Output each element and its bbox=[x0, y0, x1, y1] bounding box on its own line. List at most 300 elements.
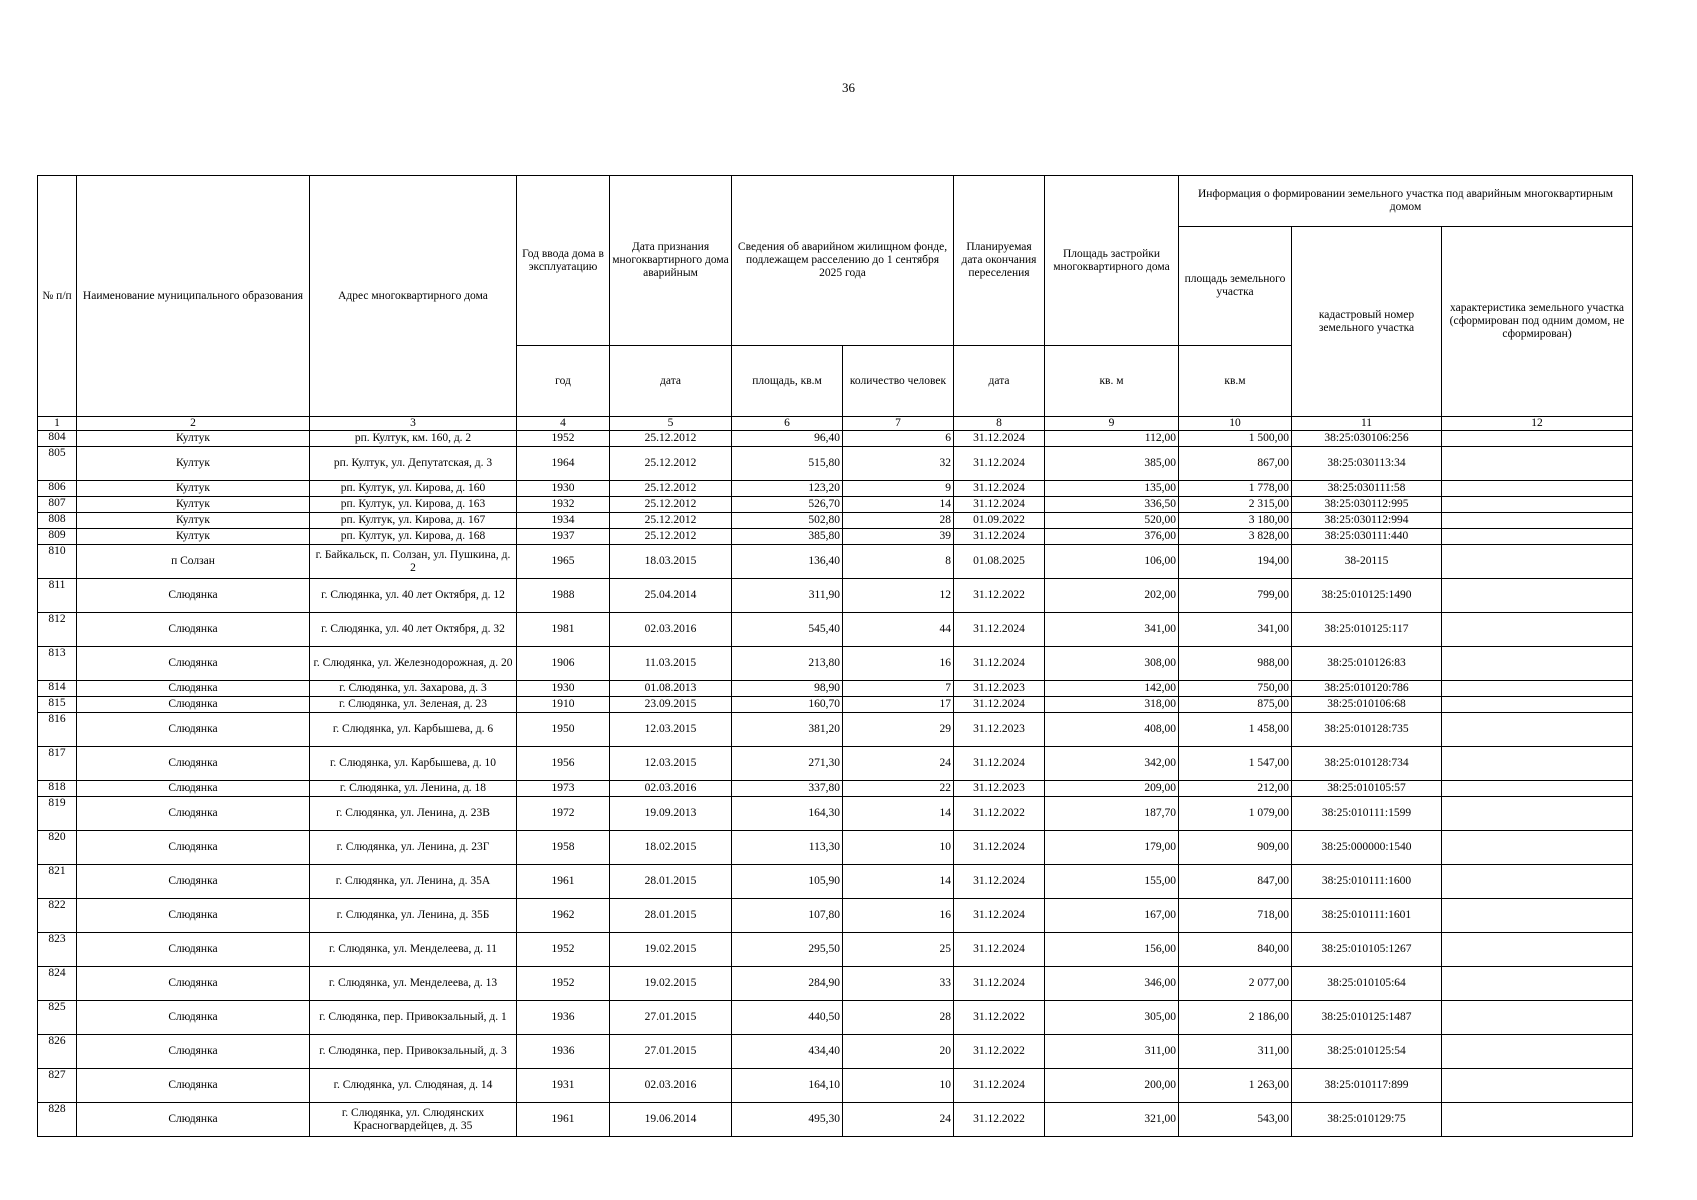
header-cadastral: кадастровый номер земельного участка bbox=[1292, 227, 1442, 417]
municipality-cell: Слюдянка bbox=[77, 647, 310, 681]
row-number: 818 bbox=[38, 781, 77, 797]
area-cell: 284,90 bbox=[732, 967, 843, 1001]
row-number: 820 bbox=[38, 831, 77, 865]
year-cell: 1930 bbox=[517, 681, 610, 697]
land-char-cell bbox=[1442, 647, 1633, 681]
page-number: 36 bbox=[842, 80, 855, 95]
date-recognized-cell: 25.12.2012 bbox=[610, 529, 732, 545]
land-area-cell: 1 263,00 bbox=[1179, 1069, 1292, 1103]
cadastral-cell: 38:25:010129:75 bbox=[1292, 1103, 1442, 1137]
land-area-cell: 3 828,00 bbox=[1179, 529, 1292, 545]
municipality-cell: Слюдянка bbox=[77, 1035, 310, 1069]
municipality-cell: Култук bbox=[77, 497, 310, 513]
address-cell: г. Слюдянка, ул. Менделеева, д. 13 bbox=[310, 967, 517, 1001]
people-cell: 8 bbox=[843, 545, 954, 579]
year-cell: 1931 bbox=[517, 1069, 610, 1103]
people-cell: 44 bbox=[843, 613, 954, 647]
people-cell: 32 bbox=[843, 447, 954, 481]
area-cell: 381,20 bbox=[732, 713, 843, 747]
area-cell: 160,70 bbox=[732, 697, 843, 713]
people-cell: 7 bbox=[843, 681, 954, 697]
unit-sqm: кв. м bbox=[1045, 346, 1179, 417]
area-cell: 105,90 bbox=[732, 865, 843, 899]
table-row bbox=[38, 967, 1633, 1001]
unit-people: количество человек bbox=[843, 346, 954, 417]
planned-date-cell: 01.08.2025 bbox=[954, 545, 1045, 579]
people-cell: 24 bbox=[843, 747, 954, 781]
land-area-cell: 718,00 bbox=[1179, 899, 1292, 933]
cadastral-cell: 38-20115 bbox=[1292, 545, 1442, 579]
planned-date-cell: 01.09.2022 bbox=[954, 513, 1045, 529]
people-cell: 39 bbox=[843, 529, 954, 545]
building-area-cell: 336,50 bbox=[1045, 497, 1179, 513]
address-cell: рп. Култук, ул. Кирова, д. 168 bbox=[310, 529, 517, 545]
row-number: 816 bbox=[38, 713, 77, 747]
cadastral-cell: 38:25:030111:440 bbox=[1292, 529, 1442, 545]
area-cell: 440,50 bbox=[732, 1001, 843, 1035]
people-cell: 22 bbox=[843, 781, 954, 797]
building-area-cell: 341,00 bbox=[1045, 613, 1179, 647]
cadastral-cell: 38:25:010105:1267 bbox=[1292, 933, 1442, 967]
land-char-cell bbox=[1442, 899, 1633, 933]
address-cell: г. Слюдянка, ул. Карбышева, д. 6 bbox=[310, 713, 517, 747]
table-row bbox=[38, 431, 1633, 447]
date-recognized-cell: 12.03.2015 bbox=[610, 713, 732, 747]
planned-date-cell: 31.12.2024 bbox=[954, 831, 1045, 865]
planned-date-cell: 31.12.2023 bbox=[954, 681, 1045, 697]
year-cell: 1964 bbox=[517, 447, 610, 481]
building-area-cell: 342,00 bbox=[1045, 747, 1179, 781]
table-row bbox=[38, 529, 1633, 545]
table-row bbox=[38, 831, 1633, 865]
people-cell: 14 bbox=[843, 865, 954, 899]
planned-date-cell: 31.12.2024 bbox=[954, 481, 1045, 497]
address-cell: г. Слюдянка, ул. Ленина, д. 35Б bbox=[310, 899, 517, 933]
date-recognized-cell: 01.08.2013 bbox=[610, 681, 732, 697]
date-recognized-cell: 19.02.2015 bbox=[610, 967, 732, 1001]
address-cell: рп. Култук, ул. Кирова, д. 160 bbox=[310, 481, 517, 497]
land-char-cell bbox=[1442, 613, 1633, 647]
table-row bbox=[38, 545, 1633, 579]
year-cell: 1932 bbox=[517, 497, 610, 513]
cadastral-cell: 38:25:000000:1540 bbox=[1292, 831, 1442, 865]
row-number: 819 bbox=[38, 797, 77, 831]
year-cell: 1973 bbox=[517, 781, 610, 797]
land-area-cell: 212,00 bbox=[1179, 781, 1292, 797]
land-char-cell bbox=[1442, 579, 1633, 613]
year-cell: 1936 bbox=[517, 1035, 610, 1069]
people-cell: 29 bbox=[843, 713, 954, 747]
land-char-cell bbox=[1442, 831, 1633, 865]
row-number: 808 bbox=[38, 513, 77, 529]
table-row bbox=[38, 697, 1633, 713]
land-area-cell: 847,00 bbox=[1179, 865, 1292, 899]
table-row bbox=[38, 613, 1633, 647]
building-area-cell: 305,00 bbox=[1045, 1001, 1179, 1035]
row-number: 826 bbox=[38, 1035, 77, 1069]
land-area-cell: 1 778,00 bbox=[1179, 481, 1292, 497]
planned-date-cell: 31.12.2023 bbox=[954, 713, 1045, 747]
year-cell: 1952 bbox=[517, 967, 610, 1001]
municipality-cell: Слюдянка bbox=[77, 933, 310, 967]
year-cell: 1962 bbox=[517, 899, 610, 933]
row-number: 823 bbox=[38, 933, 77, 967]
municipality-cell: Слюдянка bbox=[77, 967, 310, 1001]
row-number: 806 bbox=[38, 481, 77, 497]
municipality-cell: Култук bbox=[77, 529, 310, 545]
municipality-cell: Слюдянка bbox=[77, 1069, 310, 1103]
people-cell: 20 bbox=[843, 1035, 954, 1069]
address-cell: г. Байкальск, п. Солзан, ул. Пушкина, д. 2 bbox=[310, 545, 517, 579]
table-row bbox=[38, 1001, 1633, 1035]
land-area-cell: 988,00 bbox=[1179, 647, 1292, 681]
date-recognized-cell: 25.04.2014 bbox=[610, 579, 732, 613]
year-cell: 1956 bbox=[517, 747, 610, 781]
row-number: 815 bbox=[38, 697, 77, 713]
date-recognized-cell: 25.12.2012 bbox=[610, 513, 732, 529]
header-building-area: Площадь застройки многоквартирного дома bbox=[1045, 176, 1179, 346]
header-land-area: площадь земельного участка bbox=[1179, 227, 1292, 346]
cadastral-cell: 38:25:010111:1599 bbox=[1292, 797, 1442, 831]
table-row bbox=[38, 1103, 1633, 1137]
land-char-cell bbox=[1442, 497, 1633, 513]
table-row bbox=[38, 1035, 1633, 1069]
table-row bbox=[38, 497, 1633, 513]
column-numbers-row bbox=[38, 417, 1633, 431]
column-number: 12 bbox=[1442, 417, 1633, 431]
building-area-cell: 135,00 bbox=[1045, 481, 1179, 497]
municipality-cell: п Солзан bbox=[77, 545, 310, 579]
address-cell: г. Слюдянка, ул. Слюдяная, д. 14 bbox=[310, 1069, 517, 1103]
unit-date: дата bbox=[610, 346, 732, 417]
address-cell: г. Слюдянка, ул. Ленина, д. 23В bbox=[310, 797, 517, 831]
row-number: 817 bbox=[38, 747, 77, 781]
row-number: 828 bbox=[38, 1103, 77, 1137]
unit-sqm2: кв.м bbox=[1179, 346, 1292, 417]
planned-date-cell: 31.12.2022 bbox=[954, 1035, 1045, 1069]
cadastral-cell: 38:25:010120:786 bbox=[1292, 681, 1442, 697]
table-row bbox=[38, 513, 1633, 529]
table-row bbox=[38, 933, 1633, 967]
municipality-cell: Слюдянка bbox=[77, 713, 310, 747]
row-number: 811 bbox=[38, 579, 77, 613]
area-cell: 495,30 bbox=[732, 1103, 843, 1137]
address-cell: г. Слюдянка, ул. Железнодорожная, д. 20 bbox=[310, 647, 517, 681]
people-cell: 10 bbox=[843, 1069, 954, 1103]
land-char-cell bbox=[1442, 1035, 1633, 1069]
building-area-cell: 187,70 bbox=[1045, 797, 1179, 831]
municipality-cell: Слюдянка bbox=[77, 579, 310, 613]
land-area-cell: 1 500,00 bbox=[1179, 431, 1292, 447]
address-cell: рп. Култук, ул. Кирова, д. 163 bbox=[310, 497, 517, 513]
area-cell: 515,80 bbox=[732, 447, 843, 481]
column-number: 3 bbox=[310, 417, 517, 431]
address-cell: рп. Култук, ул. Кирова, д. 167 bbox=[310, 513, 517, 529]
people-cell: 14 bbox=[843, 797, 954, 831]
address-cell: г. Слюдянка, ул. 40 лет Октября, д. 32 bbox=[310, 613, 517, 647]
area-cell: 434,40 bbox=[732, 1035, 843, 1069]
header-land-info: Информация о формировании земельного участка под аварийным многоквартирным домом bbox=[1179, 176, 1633, 227]
municipality-cell: Слюдянка bbox=[77, 747, 310, 781]
land-char-cell bbox=[1442, 513, 1633, 529]
date-recognized-cell: 02.03.2016 bbox=[610, 781, 732, 797]
row-number: 807 bbox=[38, 497, 77, 513]
people-cell: 28 bbox=[843, 513, 954, 529]
cadastral-cell: 38:25:010105:64 bbox=[1292, 967, 1442, 1001]
cadastral-cell: 38:25:010125:54 bbox=[1292, 1035, 1442, 1069]
land-area-cell: 194,00 bbox=[1179, 545, 1292, 579]
address-cell: г. Слюдянка, ул. Карбышева, д. 10 bbox=[310, 747, 517, 781]
people-cell: 16 bbox=[843, 647, 954, 681]
area-cell: 385,80 bbox=[732, 529, 843, 545]
municipality-cell: Култук bbox=[77, 513, 310, 529]
year-cell: 1906 bbox=[517, 647, 610, 681]
land-area-cell: 311,00 bbox=[1179, 1035, 1292, 1069]
emergency-housing-table bbox=[37, 175, 1633, 1137]
planned-date-cell: 31.12.2024 bbox=[954, 933, 1045, 967]
date-recognized-cell: 12.03.2015 bbox=[610, 747, 732, 781]
land-area-cell: 3 180,00 bbox=[1179, 513, 1292, 529]
area-cell: 107,80 bbox=[732, 899, 843, 933]
people-cell: 16 bbox=[843, 899, 954, 933]
column-number: 6 bbox=[732, 417, 843, 431]
cadastral-cell: 38:25:010111:1600 bbox=[1292, 865, 1442, 899]
municipality-cell: Слюдянка bbox=[77, 681, 310, 697]
land-char-cell bbox=[1442, 967, 1633, 1001]
land-area-cell: 799,00 bbox=[1179, 579, 1292, 613]
land-char-cell bbox=[1442, 797, 1633, 831]
land-char-cell bbox=[1442, 781, 1633, 797]
area-cell: 113,30 bbox=[732, 831, 843, 865]
table-row bbox=[38, 797, 1633, 831]
area-cell: 98,90 bbox=[732, 681, 843, 697]
municipality-cell: Слюдянка bbox=[77, 697, 310, 713]
year-cell: 1910 bbox=[517, 697, 610, 713]
row-number: 824 bbox=[38, 967, 77, 1001]
building-area-cell: 408,00 bbox=[1045, 713, 1179, 747]
land-area-cell: 1 458,00 bbox=[1179, 713, 1292, 747]
row-number: 827 bbox=[38, 1069, 77, 1103]
date-recognized-cell: 02.03.2016 bbox=[610, 613, 732, 647]
cadastral-cell: 38:25:010125:117 bbox=[1292, 613, 1442, 647]
land-area-cell: 543,00 bbox=[1179, 1103, 1292, 1137]
date-recognized-cell: 25.12.2012 bbox=[610, 447, 732, 481]
planned-date-cell: 31.12.2022 bbox=[954, 1103, 1045, 1137]
planned-date-cell: 31.12.2024 bbox=[954, 613, 1045, 647]
municipality-cell: Слюдянка bbox=[77, 899, 310, 933]
date-recognized-cell: 11.03.2015 bbox=[610, 647, 732, 681]
planned-date-cell: 31.12.2023 bbox=[954, 781, 1045, 797]
header-land-char: характеристика земельного участка (сформирован под одним домом, не сформирован) bbox=[1442, 227, 1633, 417]
land-area-cell: 341,00 bbox=[1179, 613, 1292, 647]
cadastral-cell: 38:25:010128:734 bbox=[1292, 747, 1442, 781]
building-area-cell: 202,00 bbox=[1045, 579, 1179, 613]
land-char-cell bbox=[1442, 529, 1633, 545]
area-cell: 526,70 bbox=[732, 497, 843, 513]
column-number: 8 bbox=[954, 417, 1045, 431]
address-cell: г. Слюдянка, ул. Ленина, д. 35А bbox=[310, 865, 517, 899]
column-number: 11 bbox=[1292, 417, 1442, 431]
date-recognized-cell: 19.09.2013 bbox=[610, 797, 732, 831]
date-recognized-cell: 23.09.2015 bbox=[610, 697, 732, 713]
year-cell: 1981 bbox=[517, 613, 610, 647]
row-number: 825 bbox=[38, 1001, 77, 1035]
date-recognized-cell: 18.03.2015 bbox=[610, 545, 732, 579]
land-char-cell bbox=[1442, 447, 1633, 481]
land-char-cell bbox=[1442, 481, 1633, 497]
planned-date-cell: 31.12.2024 bbox=[954, 447, 1045, 481]
land-char-cell bbox=[1442, 697, 1633, 713]
planned-date-cell: 31.12.2024 bbox=[954, 529, 1045, 545]
building-area-cell: 200,00 bbox=[1045, 1069, 1179, 1103]
date-recognized-cell: 25.12.2012 bbox=[610, 481, 732, 497]
municipality-cell: Слюдянка bbox=[77, 1103, 310, 1137]
building-area-cell: 156,00 bbox=[1045, 933, 1179, 967]
people-cell: 28 bbox=[843, 1001, 954, 1035]
land-area-cell: 875,00 bbox=[1179, 697, 1292, 713]
header-date-recognized: Дата признания многоквартирного дома аварийным bbox=[610, 176, 732, 346]
building-area-cell: 167,00 bbox=[1045, 899, 1179, 933]
row-number: 805 bbox=[38, 447, 77, 481]
header-emergency-fund: Сведения об аварийном жилищном фонде, подлежащем расселению до 1 сентября 2025 года bbox=[732, 176, 954, 346]
people-cell: 9 bbox=[843, 481, 954, 497]
building-area-cell: 311,00 bbox=[1045, 1035, 1179, 1069]
cadastral-cell: 38:25:010106:68 bbox=[1292, 697, 1442, 713]
municipality-cell: Култук bbox=[77, 431, 310, 447]
address-cell: г. Слюдянка, ул. 40 лет Октября, д. 12 bbox=[310, 579, 517, 613]
area-cell: 545,40 bbox=[732, 613, 843, 647]
year-cell: 1937 bbox=[517, 529, 610, 545]
header-address: Адрес многоквартирного дома bbox=[310, 176, 517, 417]
header-year-built: Год ввода дома в эксплуатацию bbox=[517, 176, 610, 346]
building-area-cell: 308,00 bbox=[1045, 647, 1179, 681]
address-cell: г. Слюдянка, ул. Слюдянских Красногвардейцев, д. 35 bbox=[310, 1103, 517, 1137]
row-number: 814 bbox=[38, 681, 77, 697]
cadastral-cell: 38:25:030111:58 bbox=[1292, 481, 1442, 497]
date-recognized-cell: 19.02.2015 bbox=[610, 933, 732, 967]
people-cell: 17 bbox=[843, 697, 954, 713]
column-number: 7 bbox=[843, 417, 954, 431]
building-area-cell: 385,00 bbox=[1045, 447, 1179, 481]
date-recognized-cell: 28.01.2015 bbox=[610, 899, 732, 933]
area-cell: 213,80 bbox=[732, 647, 843, 681]
cadastral-cell: 38:25:030112:995 bbox=[1292, 497, 1442, 513]
table-row bbox=[38, 781, 1633, 797]
building-area-cell: 376,00 bbox=[1045, 529, 1179, 545]
area-cell: 311,90 bbox=[732, 579, 843, 613]
planned-date-cell: 31.12.2024 bbox=[954, 497, 1045, 513]
land-char-cell bbox=[1442, 713, 1633, 747]
header-num: № п/п bbox=[38, 176, 77, 417]
date-recognized-cell: 18.02.2015 bbox=[610, 831, 732, 865]
date-recognized-cell: 19.06.2014 bbox=[610, 1103, 732, 1137]
table-row bbox=[38, 747, 1633, 781]
land-char-cell bbox=[1442, 545, 1633, 579]
area-cell: 502,80 bbox=[732, 513, 843, 529]
address-cell: рп. Култук, ул. Депутатская, д. 3 bbox=[310, 447, 517, 481]
year-cell: 1965 bbox=[517, 545, 610, 579]
address-cell: г. Слюдянка, ул. Захарова, д. 3 bbox=[310, 681, 517, 697]
table-row bbox=[38, 713, 1633, 747]
land-char-cell bbox=[1442, 1069, 1633, 1103]
year-cell: 1952 bbox=[517, 431, 610, 447]
land-area-cell: 840,00 bbox=[1179, 933, 1292, 967]
municipality-cell: Слюдянка bbox=[77, 865, 310, 899]
planned-date-cell: 31.12.2024 bbox=[954, 1069, 1045, 1103]
people-cell: 24 bbox=[843, 1103, 954, 1137]
date-recognized-cell: 27.01.2015 bbox=[610, 1035, 732, 1069]
land-char-cell bbox=[1442, 865, 1633, 899]
column-number: 10 bbox=[1179, 417, 1292, 431]
unit-year: год bbox=[517, 346, 610, 417]
unit-area: площадь, кв.м bbox=[732, 346, 843, 417]
date-recognized-cell: 25.12.2012 bbox=[610, 497, 732, 513]
cadastral-cell: 38:25:010117:899 bbox=[1292, 1069, 1442, 1103]
date-recognized-cell: 27.01.2015 bbox=[610, 1001, 732, 1035]
planned-date-cell: 31.12.2024 bbox=[954, 967, 1045, 1001]
date-recognized-cell: 25.12.2012 bbox=[610, 431, 732, 447]
people-cell: 25 bbox=[843, 933, 954, 967]
column-number: 4 bbox=[517, 417, 610, 431]
column-number: 1 bbox=[38, 417, 77, 431]
planned-date-cell: 31.12.2024 bbox=[954, 899, 1045, 933]
year-cell: 1950 bbox=[517, 713, 610, 747]
table-row bbox=[38, 1069, 1633, 1103]
building-area-cell: 155,00 bbox=[1045, 865, 1179, 899]
table-body bbox=[38, 431, 1633, 1137]
land-area-cell: 1 547,00 bbox=[1179, 747, 1292, 781]
land-char-cell bbox=[1442, 1001, 1633, 1035]
building-area-cell: 318,00 bbox=[1045, 697, 1179, 713]
address-cell: г. Слюдянка, ул. Ленина, д. 18 bbox=[310, 781, 517, 797]
municipality-cell: Слюдянка bbox=[77, 831, 310, 865]
unit-date2: дата bbox=[954, 346, 1045, 417]
area-cell: 271,30 bbox=[732, 747, 843, 781]
municipality-cell: Култук bbox=[77, 447, 310, 481]
building-area-cell: 346,00 bbox=[1045, 967, 1179, 1001]
table-row bbox=[38, 647, 1633, 681]
year-cell: 1936 bbox=[517, 1001, 610, 1035]
land-char-cell bbox=[1442, 431, 1633, 447]
planned-date-cell: 31.12.2024 bbox=[954, 431, 1045, 447]
land-area-cell: 867,00 bbox=[1179, 447, 1292, 481]
table-row bbox=[38, 481, 1633, 497]
area-cell: 295,50 bbox=[732, 933, 843, 967]
planned-date-cell: 31.12.2024 bbox=[954, 747, 1045, 781]
address-cell: рп. Култук, км. 160, д. 2 bbox=[310, 431, 517, 447]
planned-date-cell: 31.12.2024 bbox=[954, 697, 1045, 713]
municipality-cell: Слюдянка bbox=[77, 613, 310, 647]
column-number: 5 bbox=[610, 417, 732, 431]
cadastral-cell: 38:25:010125:1490 bbox=[1292, 579, 1442, 613]
land-area-cell: 750,00 bbox=[1179, 681, 1292, 697]
row-number: 822 bbox=[38, 899, 77, 933]
area-cell: 337,80 bbox=[732, 781, 843, 797]
cadastral-cell: 38:25:010111:1601 bbox=[1292, 899, 1442, 933]
cadastral-cell: 38:25:010105:57 bbox=[1292, 781, 1442, 797]
year-cell: 1988 bbox=[517, 579, 610, 613]
people-cell: 12 bbox=[843, 579, 954, 613]
row-number: 804 bbox=[38, 431, 77, 447]
building-area-cell: 142,00 bbox=[1045, 681, 1179, 697]
address-cell: г. Слюдянка, ул. Ленина, д. 23Г bbox=[310, 831, 517, 865]
building-area-cell: 321,00 bbox=[1045, 1103, 1179, 1137]
land-area-cell: 2 186,00 bbox=[1179, 1001, 1292, 1035]
row-number: 810 bbox=[38, 545, 77, 579]
people-cell: 14 bbox=[843, 497, 954, 513]
header-municipality: Наименование муниципального образования bbox=[77, 176, 310, 417]
table-row bbox=[38, 447, 1633, 481]
